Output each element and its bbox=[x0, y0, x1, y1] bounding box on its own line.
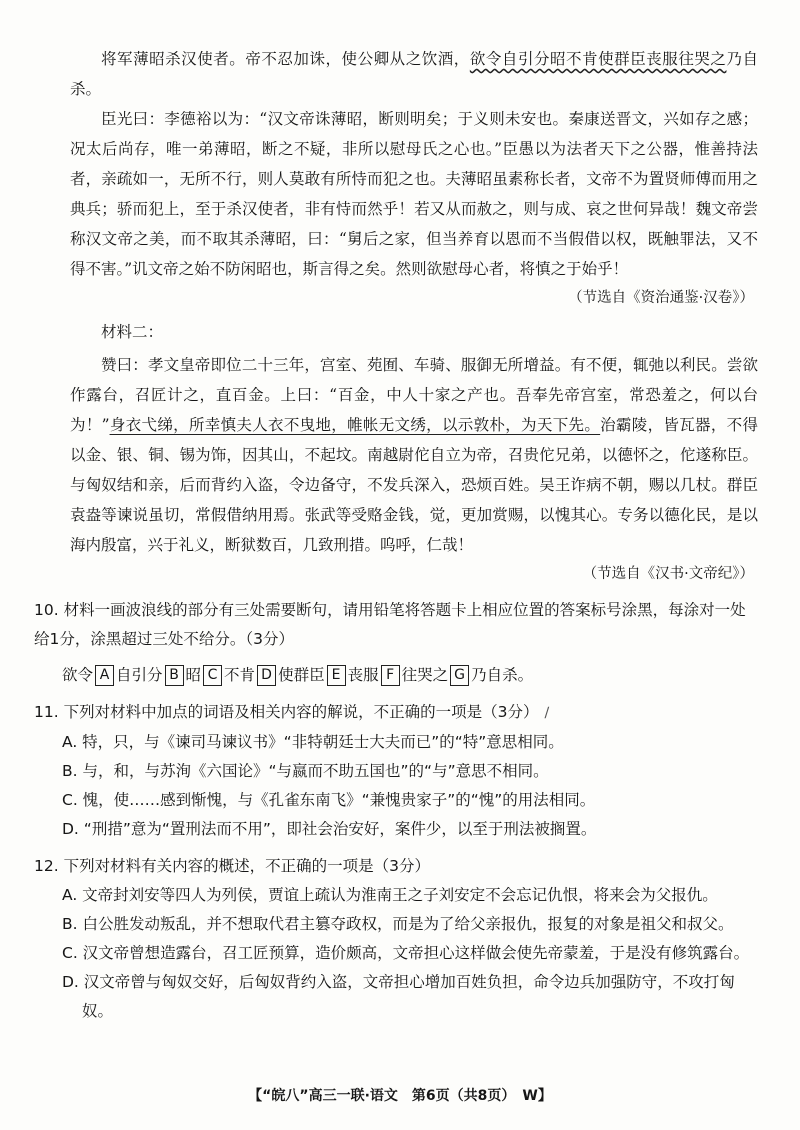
answer-box-b[interactable]: B bbox=[165, 665, 184, 686]
segment: 昭 bbox=[185, 666, 202, 684]
material2-source: （节选自《汉书·文帝纪》） bbox=[582, 566, 754, 582]
question-12-option-d[interactable]: D. 汉文帝曾与匈奴交好，后匈奴背约入盗，文帝担心增加百姓负担，命令边兵加强防守，不攻打匈奴。 bbox=[62, 973, 735, 1020]
question-12-text: 12. 下列对材料有关内容的概述，不正确的一项是（3分） bbox=[34, 857, 430, 875]
segment: 不肯 bbox=[224, 666, 256, 684]
question-12-option-a[interactable]: A. 文帝封刘安等四人为列侯，贾谊上疏认为淮南王之子刘安定不会忘记仇恨，将来会为父报仇。 bbox=[62, 886, 718, 904]
page-footer: 【“皖八”高三一联·语文 第6页（共8页） W】 bbox=[248, 1088, 552, 1104]
answer-box-g[interactable]: G bbox=[450, 665, 469, 686]
material1-source: （节选自《资治通鉴·汉卷》） bbox=[568, 290, 754, 306]
question-11-option-d[interactable]: D. “刑措”意为“置刑法而不用”，即社会治安好，案件少，以至于刑法被搁置。 bbox=[62, 820, 597, 838]
question-10 bbox=[34, 596, 758, 654]
question-11-option-a[interactable]: A. 特，只，与《谏司马谏议书》“非特朝廷士大夫而已”的“特”意思相同。 bbox=[62, 733, 564, 751]
material1-commentary: 臣光曰：李德裕以为：“汉文帝诛薄昭，断则明矣；于义则未安也。秦康送晋文，兴如存之感；况太后尚存，唯一弟薄昭，断之不疑，非所以慰母氏之心也。”臣愚以为法者天下之公器，惟善持法者，亲疏如一，无所不行，则人莫敢有所恃而犯之也。夫薄昭虽素称长者，文帝不为置贤师傅而用之典兵；骄而犯上，至于杀汉使者，非有恃而然乎！若又从而赦之，则与成、哀之世何异哉！魏文帝尝称汉文帝之美，而不取其杀薄昭，曰：“舅后之家，但当养育以恩而不当假借以权，既触罪法，又不得不害。”讥文帝之始不防闲昭也，斯言得之矣。然则欲慰母心者，将慎之于始乎！ bbox=[70, 110, 758, 278]
question-10-text: 10. 材料一画波浪线的部分有三处需要断句，请用铅笔将答题卡上相应位置的答案标号涂黑，每涂对一处给1分，涂黑超过三处不给分。（3分） bbox=[34, 601, 746, 648]
pencil-tick-mark: ∕ bbox=[544, 705, 550, 721]
wavy-underlined-passage: 欲令自引分昭不肯使群臣丧服往哭之 bbox=[469, 50, 727, 68]
material1-p1-text-a: 将军薄昭杀汉使者。帝不忍加诛，使公卿从之饮酒， bbox=[101, 50, 470, 68]
segment: 欲令 bbox=[62, 666, 94, 684]
question-12-option-b[interactable]: B. 白公胜发动叛乱，并不想取代君主篡夺政权，而是为了给父亲报仇，报复的对象是祖父和叔父。 bbox=[62, 915, 734, 933]
material2-paragraph bbox=[70, 350, 758, 560]
segment: 使群臣 bbox=[278, 666, 325, 684]
question-11-text: 11. 下列对材料中加点的词语及相关内容的解说，不正确的一项是（3分） bbox=[34, 703, 539, 721]
answer-box-d[interactable]: D bbox=[257, 665, 276, 686]
segment: 乃自杀。 bbox=[471, 666, 534, 684]
question-12 bbox=[34, 852, 758, 881]
answer-box-f[interactable]: F bbox=[381, 665, 400, 686]
answer-box-e[interactable]: E bbox=[327, 665, 346, 686]
answer-box-c[interactable]: C bbox=[203, 665, 222, 686]
underlined-passage: 身衣弋绨，所幸慎夫人衣不曳地，帷帐无文绣，以示敦朴，为天下先。 bbox=[109, 416, 601, 434]
segment: 自引分 bbox=[116, 666, 163, 684]
material1-p1-text-b: 乃自杀。 bbox=[70, 50, 758, 98]
question-10-answer-boxes bbox=[62, 660, 758, 690]
material2-p1-text-a: 赞曰：孝文皇帝即位二十三年，宫室、苑囿、车骑、服御无所增益。有不便，辄弛以利民。尝欲作露台，召匠计之，直百金。上曰：“百金，中人十家之产也。吾奉先帝宫室，常恐羞之，何以台为！” bbox=[70, 356, 758, 434]
segment: 丧服 bbox=[347, 666, 379, 684]
segment: 往哭之 bbox=[401, 666, 449, 684]
question-11-option-c[interactable]: C. 愧，使……感到惭愧，与《孔雀东南飞》“兼愧贵家子”的“愧”的用法相同。 bbox=[62, 791, 596, 809]
question-11 bbox=[34, 698, 758, 728]
answer-box-a[interactable]: A bbox=[95, 665, 114, 686]
material1-paragraph1 bbox=[70, 44, 758, 104]
material2-heading: 材料二： bbox=[101, 323, 164, 341]
question-12-option-c[interactable]: C. 汉文帝曾想造露台，召工匠预算，造价颇高，文帝担心这样做会使先帝蒙羞，于是没有修筑露台。 bbox=[62, 944, 750, 962]
material2-p1-text-b: 治霸陵，皆瓦器，不得以金、银、铜、锡为饰，因其山，不起坟。南越尉佗自立为帝，召贵佗兄弟，以德怀之，佗遂称臣。与匈奴结和亲，后而背约入盗，令边备守，不发兵深入，恐烦百姓。吴王诈病不朝，赐以几杖。群臣袁盎等谏说虽切，常假借纳用焉。张武等受赂金钱，觉，更加赏赐，以愧其心。专务以德化民，是以海内殷富，兴于礼义，断狱数百，几致刑措。呜呼，仁哉！ bbox=[70, 416, 758, 554]
question-11-option-b[interactable]: B. 与，和，与苏洵《六国论》“与嬴而不助五国也”的“与”意思不相同。 bbox=[62, 762, 549, 780]
